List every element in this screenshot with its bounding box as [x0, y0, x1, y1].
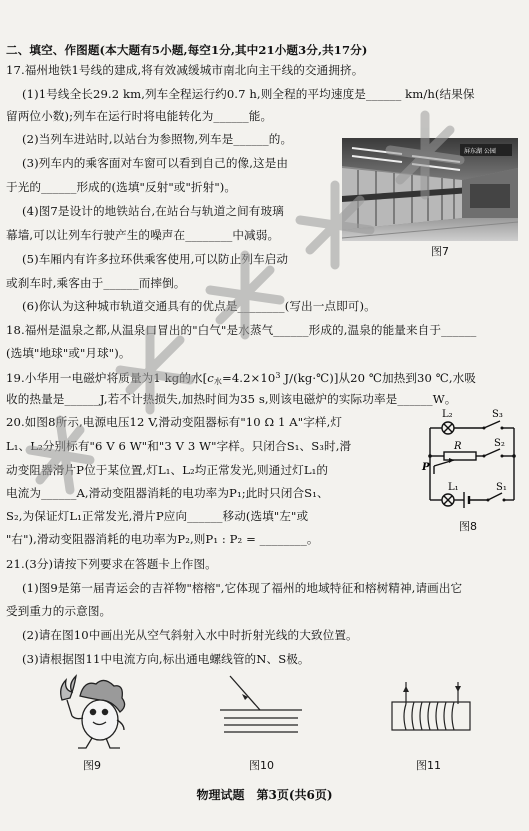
q18-line1: 18.福州是温泉之都,从温泉口冒出的"白气"是水蒸气______形成的,温泉的能量来自于______	[6, 323, 477, 337]
label-P: P	[422, 462, 430, 473]
label-R: R	[454, 441, 462, 452]
q17-part3-a: (3)列车内的乘客面对车窗可以看到自己的像,这是由	[22, 156, 289, 170]
q17-part3-b: 于光的______形成的(选填"反射"或"折射")。	[6, 180, 237, 194]
q17-part1-a: (1)1号线全长29.2 km,列车全程运行约0.7 h,则全程的平均速度是______ km/h(结果保	[22, 87, 475, 101]
q20-line6: "右"),滑动变阻器消耗的电功率为P₂,则P₁ : P₂ = ________。	[6, 532, 319, 546]
figure-9-mascot	[48, 670, 138, 752]
station-sign-text: 屏东湖 公园	[464, 148, 496, 155]
q17-part4-b: 幕墙,可以让列车行驶产生的噪声在________中减弱。	[6, 228, 280, 242]
section-title: 二、填空、作图题(本大题有5小题,每空1分,其中21小题3分,共17分)	[6, 43, 368, 57]
label-L2: L₂	[442, 409, 453, 420]
q17-stem: 17.福州地铁1号线的建成,将有效减缓城市南北向主干线的交通拥挤。	[6, 63, 364, 77]
figure-10-refraction	[212, 672, 308, 742]
q19-line1: 19.小华用一电磁炉将质量为1 kg的水[$c_水=4.2\times 10^3$ J/(kg·℃)]从20 ℃加热到30 ℃,水吸	[6, 371, 477, 386]
q21-part1-a: (1)图9是第一届青运会的吉祥物"榕榕",它体现了福州的地域特征和榕树精神,请画出它	[22, 581, 463, 595]
label-S3: S₃	[492, 409, 503, 420]
q17-part5-a: (5)车厢内有许多拉环供乘客使用,可以防止列车启动	[22, 252, 289, 266]
q21-part1-b: 受到重力的示意图。	[6, 604, 112, 618]
q20-line5: S₂,为保证灯L₁正常发光,滑片P应向______移动(选填"左"或	[6, 509, 309, 523]
q17-part4-a: (4)图7是设计的地铁站台,在站台与轨道之间有玻璃	[22, 204, 284, 218]
q18-line2: (选填"地球"或"月球")。	[6, 346, 131, 360]
q17-part2: (2)当列车进站时,以站台为参照物,列车是______的。	[22, 132, 293, 146]
q17-part1-b: 留两位小数);列车在运行时将电能转化为______能。	[6, 109, 273, 123]
q21-part3: (3)请根据图11中电流方向,标出通电螺线管的N、S极。	[22, 652, 310, 666]
q17-part6: (6)你认为这种城市轨道交通具有的优点是________(写出一点即可)。	[22, 299, 376, 313]
label-S1: S₁	[496, 482, 507, 493]
figure-8-circuit	[418, 408, 524, 516]
figure-11-caption: 图11	[416, 759, 441, 772]
q20-line3: 动变阻器滑片P位于某位置,灯L₁、L₂均正常发光,则通过灯L₁的	[6, 463, 329, 477]
q21-stem: 21.(3分)请按下列要求在答题卡上作图。	[6, 557, 217, 571]
label-S2: S₂	[494, 438, 505, 449]
q19-line2: 收的热量是______J,若不计热损失,加热时间为35 s,则该电磁炉的实际功率是______W。	[6, 392, 457, 406]
figure-10-caption: 图10	[249, 759, 274, 772]
figure-11-solenoid	[376, 676, 486, 748]
q20-line2: L₁、L₂分别标有"6 V 6 W"和"3 V 3 W"字样。只闭合S₁、S₃时,滑	[6, 439, 352, 453]
label-L1: L₁	[448, 482, 459, 493]
figure-9-caption: 图9	[83, 759, 101, 772]
q21-part2: (2)请在图10中画出光从空气斜射入水中时折射光线的大致位置。	[22, 628, 358, 642]
figure-7-caption: 图7	[431, 245, 449, 258]
page-footer: 物理试题 第3页(共6页)	[196, 788, 333, 802]
q20-line4: 电流为______A,滑动变阻器消耗的电功率为P₁;此时只闭合S₁、	[6, 486, 329, 500]
q20-line1: 20.如图8所示,电源电压12 V,滑动变阻器标有"10 Ω 1 A"字样,灯	[6, 415, 343, 429]
figure-8-caption: 图8	[459, 520, 477, 533]
figure-7-metro-photo	[342, 138, 518, 241]
q17-part5-b: 或刹车时,乘客由于______而摔倒。	[6, 276, 186, 290]
